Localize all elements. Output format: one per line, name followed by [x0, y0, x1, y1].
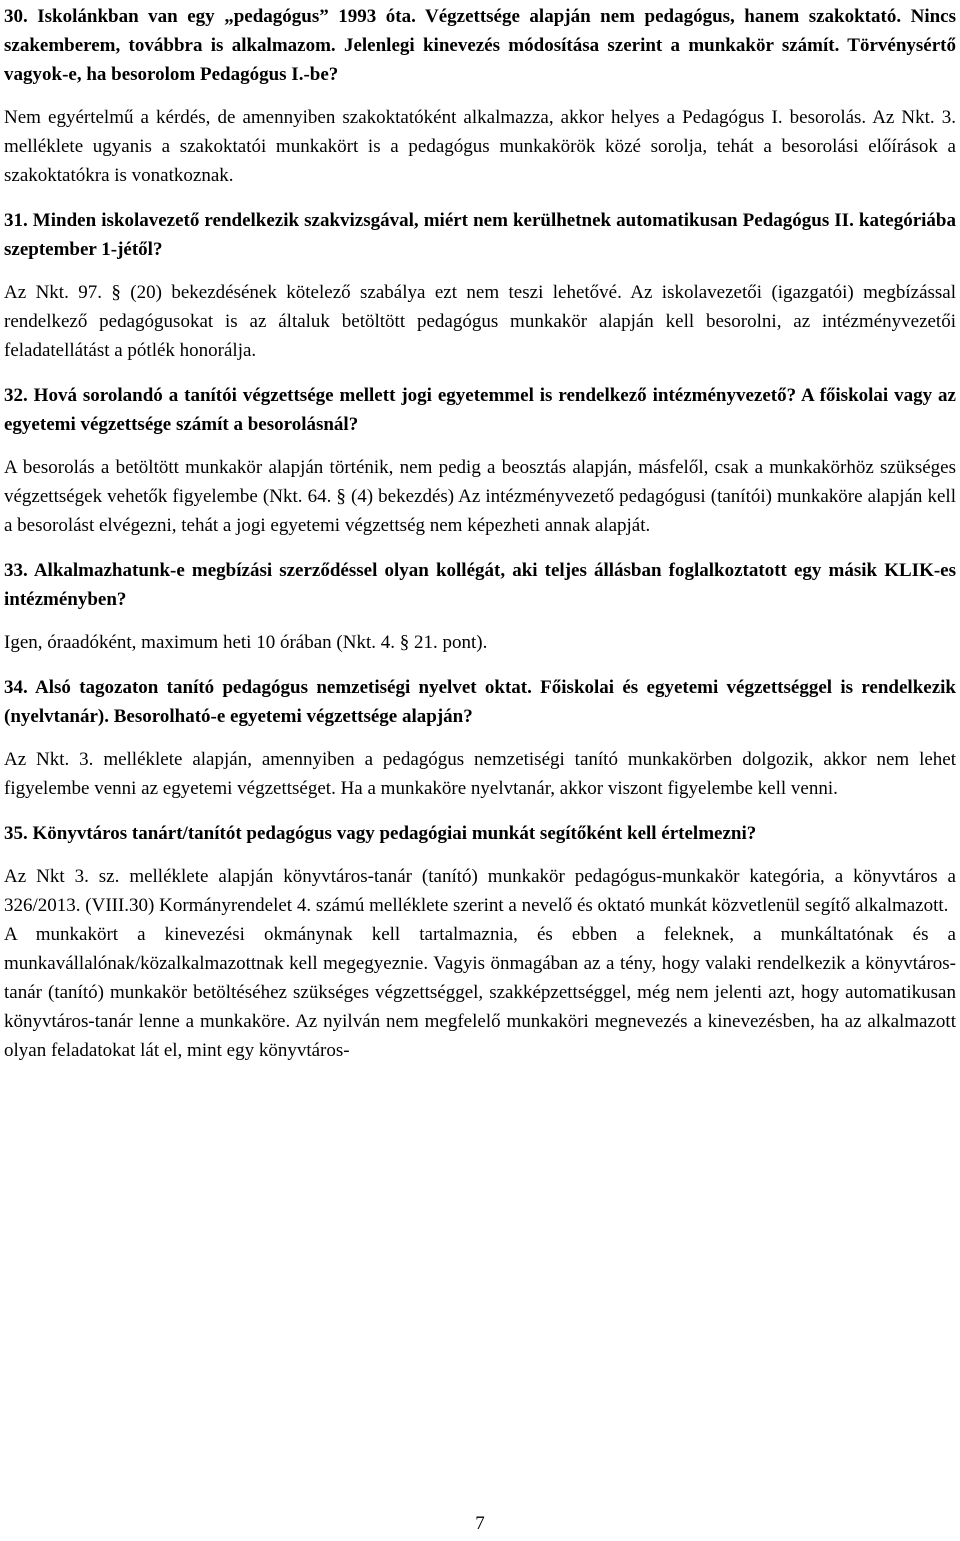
- question-35: 35. Könyvtáros tanárt/tanítót pedagógus vagy pedagógiai munkát segítőként kell értelmezni?: [4, 823, 757, 844]
- qa-item-31: [4, 206, 956, 365]
- page-number: 7: [475, 1513, 485, 1534]
- answer-30: Nem egyértelmű a kérdés, de amennyiben szakoktatóként alkalmazza, akkor helyes a Pedagógus I. besorolás. Az Nkt. 3. melléklete ugyanis a szakoktatói munkakört is a pedagógus munkakörök közé sorolja, tehát a besorolási előírások a szakoktatókra is vonatkoznak.: [4, 107, 956, 186]
- question-33: 33. Alkalmazhatunk-e megbízási szerződéssel olyan kollégát, aki teljes állásban foglalkoztatott egy másik KLIK-es intézményben?: [4, 560, 956, 610]
- qa-item-33: [4, 556, 956, 657]
- question-34: 34. Alsó tagozaton tanító pedagógus nemzetiségi nyelvet oktat. Főiskolai és egyetemi végzettséggel is rendelkezik (nyelvtanár). Besorolható-e egyetemi végzettsége alapján?: [4, 677, 956, 727]
- answer-34: Az Nkt. 3. melléklete alapján, amennyiben a pedagógus nemzetiségi tanító munkakörben dolgozik, akkor nem lehet figyelembe venni az egyetemi végzettséget. Ha a munkaköre nyelvtanár, akkor viszont figyelembe kell venni.: [4, 749, 956, 799]
- qa-item-32: [4, 381, 956, 540]
- answer-31: Az Nkt. 97. § (20) bekezdésének kötelező szabálya ezt nem teszi lehetővé. Az iskolavezetői (igazgatói) megbízással rendelkező pedagógusokat is az általuk betöltött pedagógus munkakör alapján kell besorolni, az intézményvezetői feladatellátást a pótlék honorálja.: [4, 282, 956, 361]
- answer-32: A besorolás a betöltött munkakör alapján történik, nem pedig a beosztás alapján, másfelől, csak a munkakörhöz szükséges végzettségek vehetők figyelembe (Nkt. 64. § (4) bekezdés) Az intézményvezető pedagógusi (tanítói) munkaköre alapján kell a besorolást elvégezni, tehát a jogi egyetemi végzettség nem képezheti annak alapját.: [4, 457, 956, 536]
- answer-33: Igen, óraadóként, maximum heti 10 órában (Nkt. 4. § 21. pont).: [4, 632, 488, 653]
- answer-35-paragraph-1: Az Nkt 3. sz. melléklete alapján könyvtáros-tanár (tanító) munkakör pedagógus-munkakör kategória, a könyvtáros a 326/2013. (VIII.30) Kormányrendelet 4. számú melléklete szerint a nevelő és oktató munkát közvetlenül segítő alkalmazott.: [4, 866, 956, 916]
- question-32: 32. Hová sorolandó a tanítói végzettsége mellett jogi egyetemmel is rendelkező intézményvezető? A főiskolai vagy az egyetemi végzettsége számít a besorolásnál?: [4, 385, 956, 435]
- question-30: 30. Iskolánkban van egy „pedagógus” 1993 óta. Végzettsége alapján nem pedagógus, hanem szakoktató. Nincs szakemberem, továbbra is alkalmazom. Jelenlegi kinevezés módosítása szerint a munkakör számít. Törvénysértő vagyok-e, ha besorolom Pedagógus I.-be?: [4, 6, 956, 85]
- qa-item-30: [4, 2, 956, 190]
- qa-item-34: [4, 673, 956, 803]
- document-page: [4, 2, 956, 1081]
- question-31: 31. Minden iskolavezető rendelkezik szakvizsgával, miért nem kerülhetnek automatikusan Pedagógus II. kategóriába szeptember 1-jétől?: [4, 210, 956, 260]
- qa-item-35: [4, 819, 956, 1065]
- answer-35-paragraph-2: A munkakört a kinevezési okmánynak kell tartalmaznia, és ebben a feleknek, a munkáltatónak és a munkavállalónak/közalkalmazottnak kell megegyeznie. Vagyis önmagában az a tény, hogy valaki rendelkezik a könyvtáros-tanár (tanító) munkakör betöltéséhez szükséges végzettséggel, szakképzettséggel, még nem jelenti azt, hogy automatikusan könyvtáros-tanár lenne a munkaköre. Az nyilván nem megfelelő munkaköri megnevezés a kinevezésben, ha az alkalmazott olyan feladatokat lát el, mint egy könyvtáros-: [4, 924, 956, 1061]
